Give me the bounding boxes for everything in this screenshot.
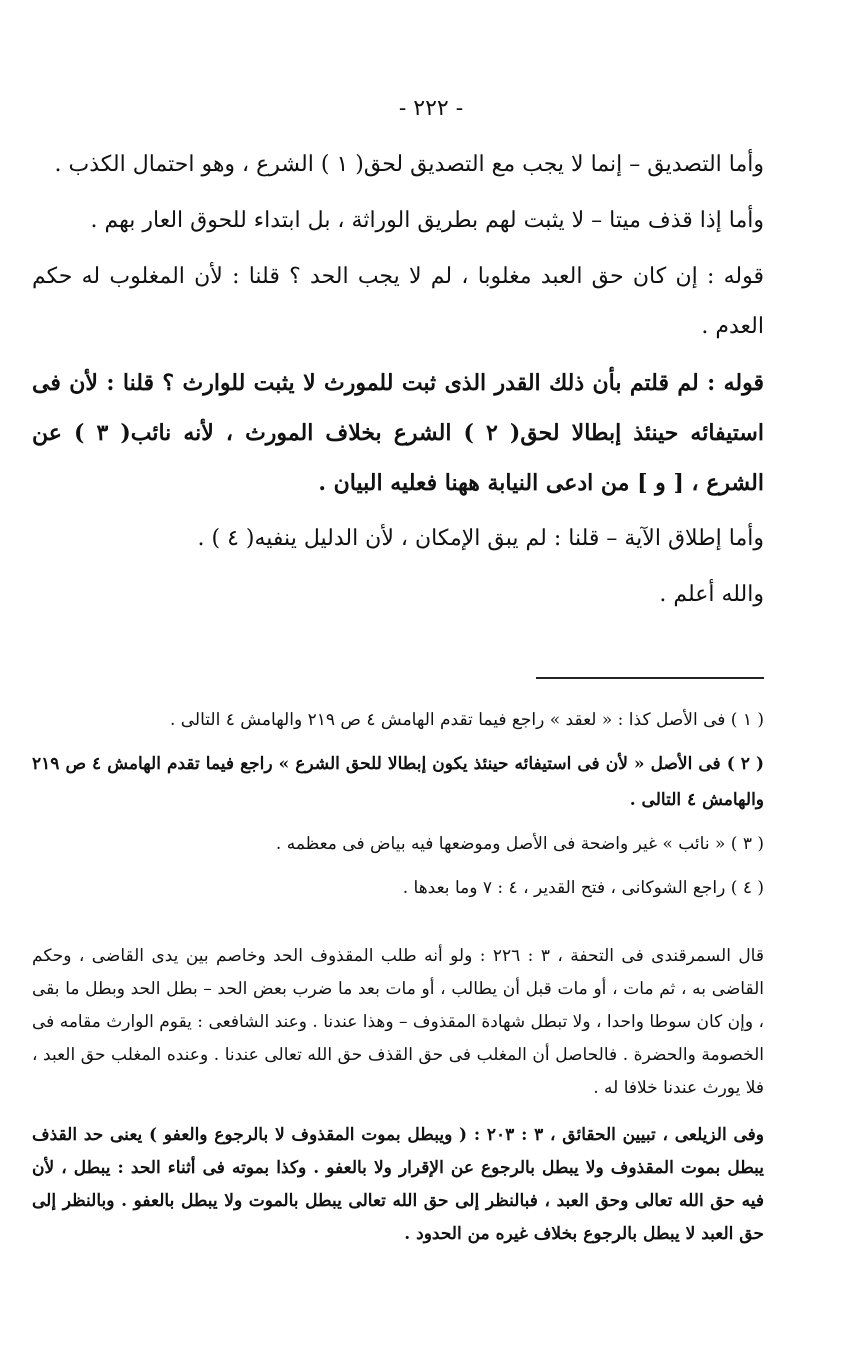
main-text-body <box>32 140 764 620</box>
commentary-paragraph: وفى الزيلعى ، تبيين الحقائق ، ٣ : ٢٠٣ : ( ويبطل بموت المقذوف لا بالرجوع والعفو ) يعنى حد القذف يبطل بموت المقذوف ولا يبطل بالرجوع عن الإقرار ولا بالعفو . وكذا بموته فى أثناء الحد : يبطل ، لأن فيه حق الله تعالى وحق العبد ، فبالنظر إلى حق الله تعالى يبطل بالموت ولا يبطل بالعفو . وبالنظر إلى حق العبد لا يبطل بالرجوع بخلاف غيره من الحدود . <box>32 1125 764 1244</box>
footnote-separator <box>536 677 764 679</box>
main-paragraph: وأما إذا قذف ميتا – لا يثبت لهم بطريق الوراثة ، بل ابتداء للحوق العار بهم . <box>90 208 764 233</box>
main-paragraph: وأما التصديق – إنما لا يجب مع التصديق لحق( ١ ) الشرع ، وهو احتمال الكذب . <box>54 152 764 177</box>
main-paragraph: قوله : لم قلتم بأن ذلك القدر الذى ثبت للمورث لا يثبت للوارث ؟ قلنا : لأن فى استيفائه حينئذ إبطالا لحق( ٢ ) الشرع بخلاف المورث ، لأنه نائب( ٣ ) عن الشرع ، [ و ] من ادعى النيابة ههنا فعليه البيان . <box>32 370 764 496</box>
commentary <box>32 940 764 1251</box>
footnotes <box>32 702 764 914</box>
main-paragraph: قوله : إن كان حق العبد مغلوبا ، لم لا يجب الحد ؟ قلنا : لأن المغلوب له حكم العدم . <box>32 264 764 339</box>
footnote: ( ١ ) فى الأصل كذا : « لعقد » راجع فيما تقدم الهامش ٤ ص ٢١٩ والهامش ٤ التالى . <box>169 710 764 730</box>
main-paragraph: والله أعلم . <box>659 582 764 607</box>
footnote: ( ٢ ) فى الأصل « لأن فى استيفائه حينئذ يكون إبطالا للحق الشرع » راجع فيما تقدم الهامش ٤ ص ٢١٩ والهامش ٤ التالى . <box>32 754 765 810</box>
main-paragraph: وأما إطلاق الآية – قلنا : لم يبق الإمكان ، لأن الدليل ينفيه( ٤ ) . <box>197 526 764 551</box>
page-number: - ٢٢٢ - <box>398 96 464 121</box>
footnote: ( ٤ ) راجع الشوكانى ، فتح القدير ، ٤ : ٧ وما بعدها . <box>402 878 764 898</box>
footnote: ( ٣ ) « نائب » غير واضحة فى الأصل وموضعها فيه بياض فى معظمه . <box>275 834 764 854</box>
commentary-paragraph: قال السمرقندى فى التحفة ، ٣ : ٢٢٦ : ولو أنه طلب المقذوف الحد وخاصم بين يدى القاضى ، وحكم القاضى به ، ثم مات ، أو مات قبل أن يطالب ، أو مات بعد ما ضرب بعض الحد – بطل الحد وبطل ما بقى ، وإن كان سوطا واحدا ، ولا تبطل شهادة المقذوف – وهذا عندنا . وعند الشافعى : يقوم الوارث مقامه فى الخصومة والحضرة . فالحاصل أن المغلب فى حق القذف حق الله تعالى عندنا . وعنده المغلب حق العبد ، فلا يورث عندنا خلافا له . <box>32 946 764 1098</box>
